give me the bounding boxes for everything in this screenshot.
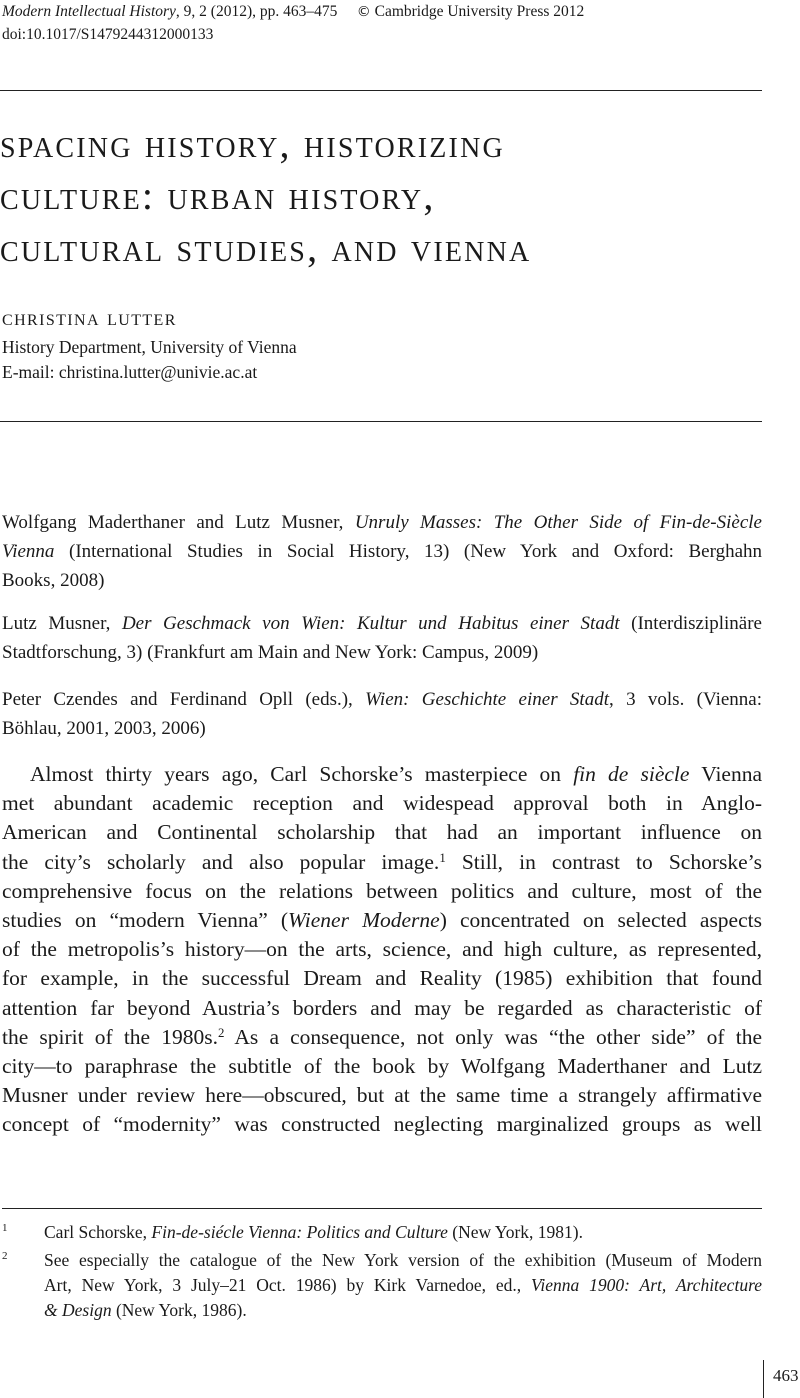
footnote-number: 2	[2, 1250, 8, 1262]
body-text: Vienna	[701, 762, 762, 786]
journal-name: Modern Intellectual History	[2, 3, 176, 20]
body-text: the spirit of the 1980s.	[2, 1024, 218, 1049]
body-text: the city’s scholarly and also popular image.	[2, 849, 440, 874]
footnote-text: (New York, 1986).	[111, 1300, 247, 1320]
copyright-icon: ©	[356, 4, 371, 20]
footnote-text: (New York, 1981).	[447, 1222, 584, 1242]
author-email: E-mail: christina.lutter@univie.ac.at	[2, 362, 258, 382]
body-text: American and Continental scholarship that had an important influence on	[2, 820, 762, 845]
citation-authors: Peter Czendes and Ferdinand Opll (eds.),	[2, 689, 366, 710]
reviewed-work	[2, 685, 762, 743]
body-text-italic: Wiener Moderne	[288, 907, 440, 932]
footnote	[2, 1248, 762, 1323]
body-text: of the metropolis’s history—on the arts, science, and high culture, as represented,	[2, 937, 762, 962]
body-text: studies on “modern Vienna” (	[2, 907, 289, 932]
copyright-text: Cambridge University Press 2012	[374, 3, 585, 20]
title-line: cultural studies, and vienna	[0, 225, 532, 270]
footnote-rule	[2, 1208, 762, 1209]
body-text: Almost thirty years ago, Carl Schorske’s masterpiece on	[30, 762, 562, 786]
citation-title: Unruly Masses: The Other Side of Fin-de-Siècle	[354, 512, 762, 533]
footnote-text: Carl Schorske,	[44, 1222, 152, 1242]
footnote-title: Fin-de-siécle Vienna: Politics and Culture	[151, 1222, 448, 1242]
page-number: 463	[773, 1366, 799, 1385]
citation-authors: Lutz Musner,	[2, 613, 122, 634]
footnote-text: Art, New York, 3 July–21 Oct. 1986) by Kirk Varnedoe, ed.,	[44, 1275, 531, 1295]
footnote-number: 1	[2, 1222, 8, 1234]
journal-header	[2, 2, 584, 22]
footnote-ref[interactable]: 1	[439, 850, 446, 865]
body-text: concept of “modernity” was constructed neglecting marginalized groups as well	[2, 1112, 762, 1137]
footnote-text: See especially the catalogue of the New York version of the exhibition (Museum of Modern	[44, 1250, 762, 1270]
title-line: spacing history, historizing	[0, 121, 505, 166]
body-paragraph	[2, 760, 762, 1139]
body-text: Still, in contrast to Schorske’s	[445, 849, 762, 874]
citation-title: Wien: Geschichte einer Stadt	[365, 689, 609, 710]
page-number-rule	[763, 1360, 764, 1398]
title-line: culture: urban history,	[0, 173, 436, 218]
citation-details: Böhlau, 2001, 2003, 2006)	[2, 718, 206, 739]
citation-details: (International Studies in Social History, 13) (New York and Oxford: Berghahn	[54, 541, 762, 562]
body-text: attention far beyond Austria’s borders and may be regarded as characteristic of	[2, 995, 762, 1020]
citation-details: Stadtforschung, 3) (Frankfurt am Main and New York: Campus, 2009)	[2, 642, 539, 663]
author-affiliation: History Department, University of Vienna	[2, 337, 297, 357]
footnote	[2, 1220, 762, 1245]
body-text: city—to paraphrase the subtitle of the book by Wolfgang Maderthaner and Lutz	[2, 1053, 762, 1078]
reviewed-work	[2, 508, 762, 595]
volume-info: , 9, 2 (2012), pp. 463–475	[175, 3, 338, 20]
body-text: Musner under review here—obscured, but at the same time a strangely affirmative	[2, 1083, 762, 1108]
author-name: christina lutter	[2, 305, 177, 330]
citation-details: , 3 vols. (Vienna:	[608, 689, 762, 710]
body-text: met abundant academic reception and widespead approval both in Anglo-	[2, 791, 762, 816]
body-text-italic: fin de siècle	[573, 762, 690, 786]
citation-details: Books, 2008)	[2, 570, 105, 591]
body-text: for example, in the successful Dream and Reality (1985) exhibition that found	[2, 966, 762, 991]
reviewed-work	[2, 609, 762, 667]
article-title	[0, 118, 790, 274]
citation-details: (Interdisziplinäre	[619, 613, 762, 634]
body-text: ) concentrated on selected aspects	[439, 907, 762, 932]
body-text: comprehensive focus on the relations between politics and culture, most of the	[2, 878, 762, 903]
body-text: As a consequence, not only was “the other side” of the	[224, 1024, 762, 1049]
footnote-title: Vienna 1900: Art, Architecture	[530, 1275, 762, 1295]
title-rule	[0, 421, 762, 422]
footnote-ref[interactable]: 2	[217, 1025, 225, 1040]
footnote-title: & Design	[44, 1300, 112, 1320]
header-rule	[0, 90, 762, 91]
citation-title: Vienna	[2, 541, 55, 562]
doi: doi:10.1017/S1479244312000133	[2, 26, 214, 43]
citation-title: Der Geschmack von Wien: Kultur und Habitus einer Stadt	[121, 613, 620, 634]
citation-authors: Wolfgang Maderthaner and Lutz Musner,	[2, 512, 355, 533]
